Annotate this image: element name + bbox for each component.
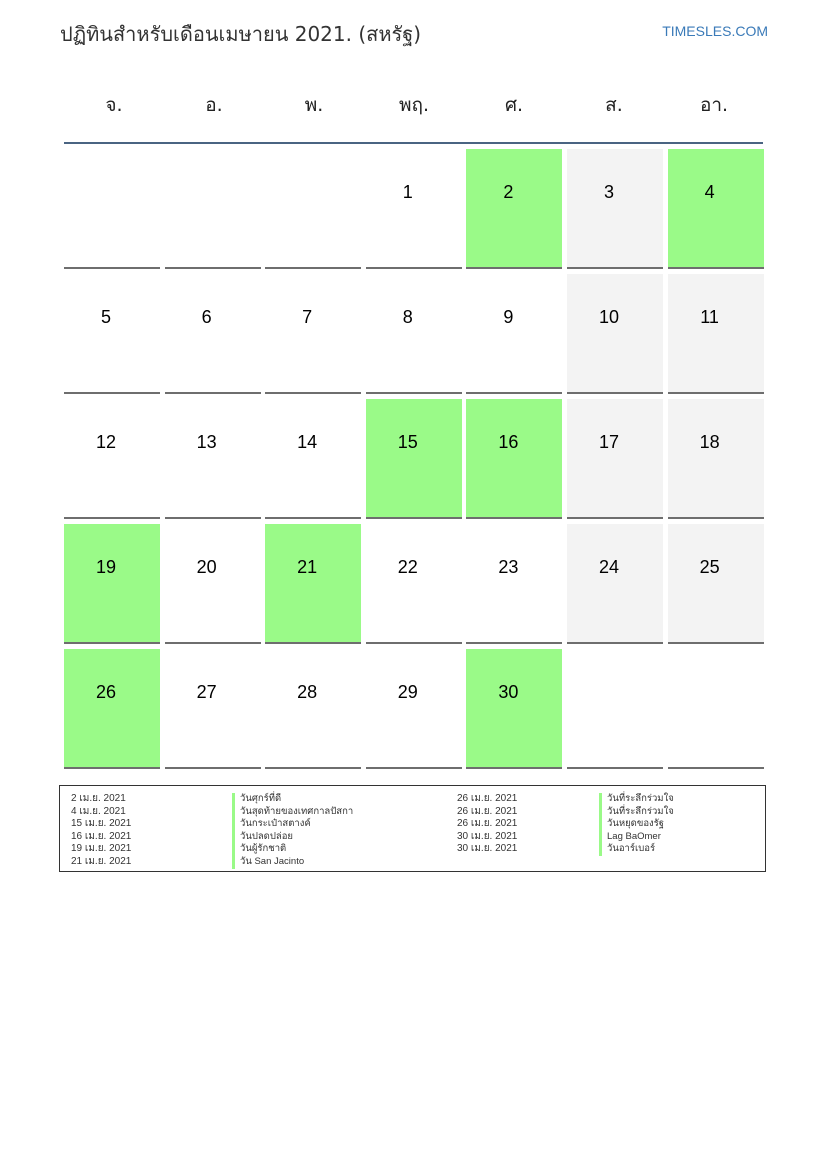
calendar-day-cell[interactable] (668, 149, 764, 269)
calendar-day-cell[interactable] (265, 274, 361, 394)
day-number: 19 (95, 557, 117, 577)
day-number: 23 (498, 557, 519, 577)
day-number: 4 (704, 182, 715, 202)
holiday-name: วันที่ระลึกร่วมใจ (599, 806, 674, 819)
weekday-label: พ. (304, 94, 324, 116)
page-title: ปฏิทินสำหรับเดือนเมษายน 2021. (สหรัฐ) (60, 22, 422, 46)
calendar-day-cell[interactable] (366, 274, 462, 394)
calendar-day-cell[interactable] (64, 649, 160, 769)
day-number: 27 (196, 682, 217, 702)
weekday-header-row (64, 90, 764, 120)
day-number: 9 (503, 307, 514, 327)
holiday-name: วันอาร์เบอร์ (599, 843, 674, 856)
day-number: 18 (699, 432, 720, 452)
weekday-label: อา. (699, 94, 729, 116)
day-number: 6 (201, 307, 212, 327)
holiday-date: 26 เม.ย. 2021 (457, 793, 518, 804)
calendar-day-cell[interactable] (265, 524, 361, 644)
calendar-day-cell[interactable] (466, 274, 562, 394)
weekday-label: อ. (205, 94, 223, 116)
day-number: 22 (397, 557, 418, 577)
day-number: 8 (402, 307, 413, 327)
day-number: 13 (196, 432, 217, 452)
calendar-empty-cell (567, 649, 663, 769)
calendar-day-cell[interactable] (64, 399, 160, 519)
holiday-name: วัน San Jacinto (232, 856, 353, 869)
calendar-day-cell[interactable] (567, 524, 663, 644)
day-number: 26 (95, 682, 117, 702)
weekday-label: พฤ. (398, 94, 430, 116)
holiday-name: Lag BaOmer (599, 831, 674, 844)
day-number: 3 (603, 182, 614, 202)
day-number: 11 (700, 307, 719, 327)
holiday-name: วันปลดปล่อย (232, 831, 353, 844)
holiday-name: วันที่ระลึกร่วมใจ (599, 793, 674, 806)
day-number: 30 (498, 682, 519, 702)
calendar-day-cell[interactable] (366, 649, 462, 769)
day-number: 25 (699, 557, 720, 577)
calendar-day-cell[interactable] (466, 524, 562, 644)
day-number: 14 (297, 432, 318, 452)
calendar-day-cell[interactable] (668, 399, 764, 519)
calendar-empty-cell (265, 149, 361, 269)
holiday-name: วันสุดท้ายของเทศกาลปัสกา (232, 806, 353, 819)
calendar-day-cell[interactable] (165, 649, 261, 769)
day-number: 21 (297, 557, 318, 577)
holiday-date: 26 เม.ย. 2021 (457, 805, 518, 817)
header-divider (64, 142, 763, 144)
holiday-name: วันหยุดของรัฐ (599, 818, 674, 831)
day-number: 20 (196, 557, 217, 577)
legend-right-dates (457, 793, 517, 856)
holiday-name: วันศุกร์ที่ดี (232, 793, 353, 806)
legend-left-dates (71, 793, 131, 869)
calendar-day-cell[interactable] (366, 524, 462, 644)
calendar-day-cell[interactable] (567, 399, 663, 519)
weekday-label: จ. (105, 94, 123, 116)
holiday-name: วันกระเป๋าสตางค์ (232, 818, 353, 831)
calendar-day-cell[interactable] (466, 149, 562, 269)
weekday-label: ศ. (504, 94, 524, 116)
calendar-day-cell[interactable] (165, 274, 261, 394)
calendar-day-cell[interactable] (466, 399, 562, 519)
calendar-day-cell[interactable] (165, 399, 261, 519)
holiday-date: 30 เม.ย. 2021 (457, 830, 518, 842)
day-number: 7 (302, 307, 313, 327)
day-number: 5 (100, 307, 111, 327)
day-number: 16 (498, 432, 519, 452)
calendar-empty-cell (668, 649, 764, 769)
holiday-date: 19 เม.ย. 2021 (71, 843, 132, 855)
day-number: 17 (598, 432, 620, 452)
calendar-day-cell[interactable] (567, 149, 663, 269)
day-number: 15 (397, 432, 418, 452)
day-number: 28 (297, 682, 318, 702)
calendar-day-cell[interactable] (668, 524, 764, 644)
day-number: 1 (402, 182, 413, 202)
holiday-date: 26 เม.ย. 2021 (457, 818, 518, 830)
day-number: 10 (598, 307, 620, 327)
calendar-day-cell[interactable] (265, 649, 361, 769)
day-number: 2 (503, 182, 514, 202)
brand-link[interactable]: TIMESLES.COM (662, 23, 768, 39)
weekday-label: ส. (605, 94, 623, 116)
holiday-date: 4 เม.ย. 2021 (71, 805, 126, 817)
legend-right-names (599, 793, 674, 856)
holiday-date: 30 เม.ย. 2021 (457, 843, 518, 855)
holiday-date: 15 เม.ย. 2021 (71, 818, 132, 830)
calendar-day-cell[interactable] (366, 399, 462, 519)
holiday-date: 16 เม.ย. 2021 (71, 830, 132, 842)
calendar-day-cell[interactable] (567, 274, 663, 394)
calendar-day-cell[interactable] (64, 524, 160, 644)
holiday-legend (59, 785, 766, 872)
calendar-day-cell[interactable] (466, 649, 562, 769)
holiday-date: 21 เม.ย. 2021 (71, 855, 132, 867)
day-number: 24 (598, 557, 620, 577)
holiday-name: วันผู้รักชาติ (232, 843, 353, 856)
calendar-day-cell[interactable] (165, 524, 261, 644)
day-number: 29 (397, 682, 418, 702)
calendar-day-cell[interactable] (366, 149, 462, 269)
calendar-empty-cell (165, 149, 261, 269)
calendar-day-cell[interactable] (265, 399, 361, 519)
holiday-date: 2 เม.ย. 2021 (71, 793, 126, 804)
calendar-empty-cell (64, 149, 160, 269)
day-number: 12 (95, 432, 117, 452)
calendar-day-cell[interactable] (64, 274, 160, 394)
calendar-day-cell[interactable] (668, 274, 764, 394)
legend-left-names (232, 793, 353, 869)
